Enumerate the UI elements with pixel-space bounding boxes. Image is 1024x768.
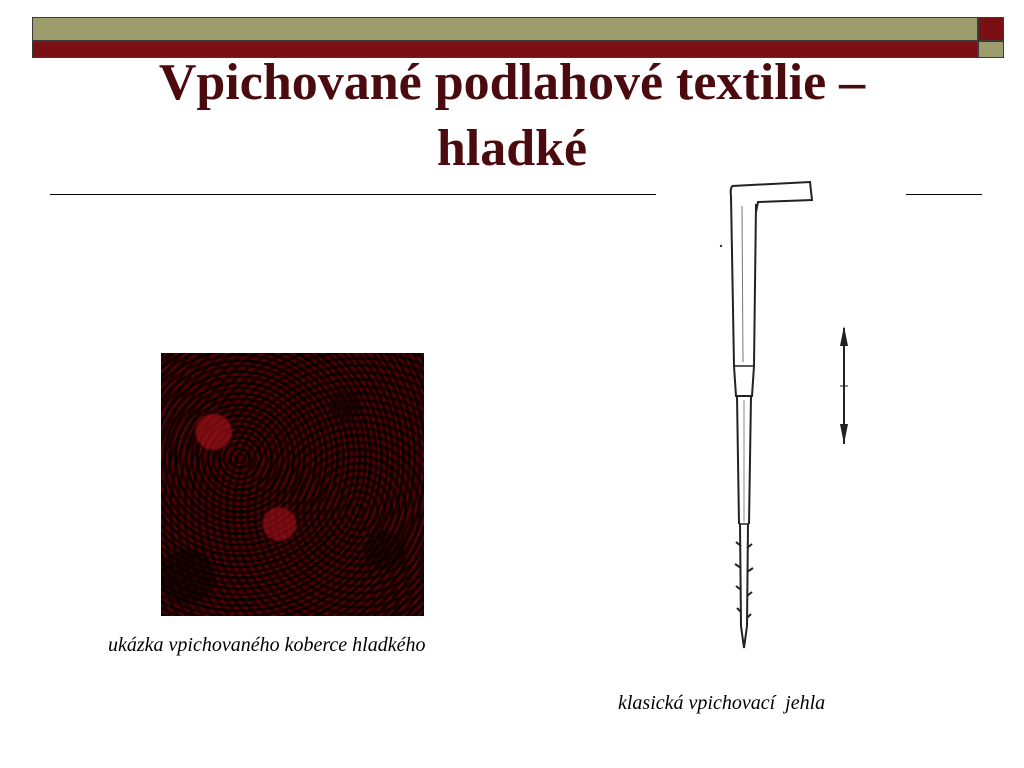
double-arrow-icon [840, 326, 848, 444]
slide-title-line1: Vpichované podlahové textilie – [158, 54, 866, 111]
slide-title [60, 50, 964, 182]
header-bar-olive [32, 17, 978, 41]
title-underline-left [50, 194, 656, 195]
carpet-sample-image [161, 353, 424, 616]
needle-illustration [700, 176, 880, 656]
header-square-red [978, 17, 1004, 41]
carpet-caption: ukázka vpichovaného koberce hladkého [108, 634, 426, 656]
header-square-olive [978, 41, 1004, 58]
slide-title-line2: hladké [436, 120, 588, 177]
needle-caption: klasická vpichovací jehla [618, 692, 826, 714]
title-underline-right [906, 194, 982, 195]
